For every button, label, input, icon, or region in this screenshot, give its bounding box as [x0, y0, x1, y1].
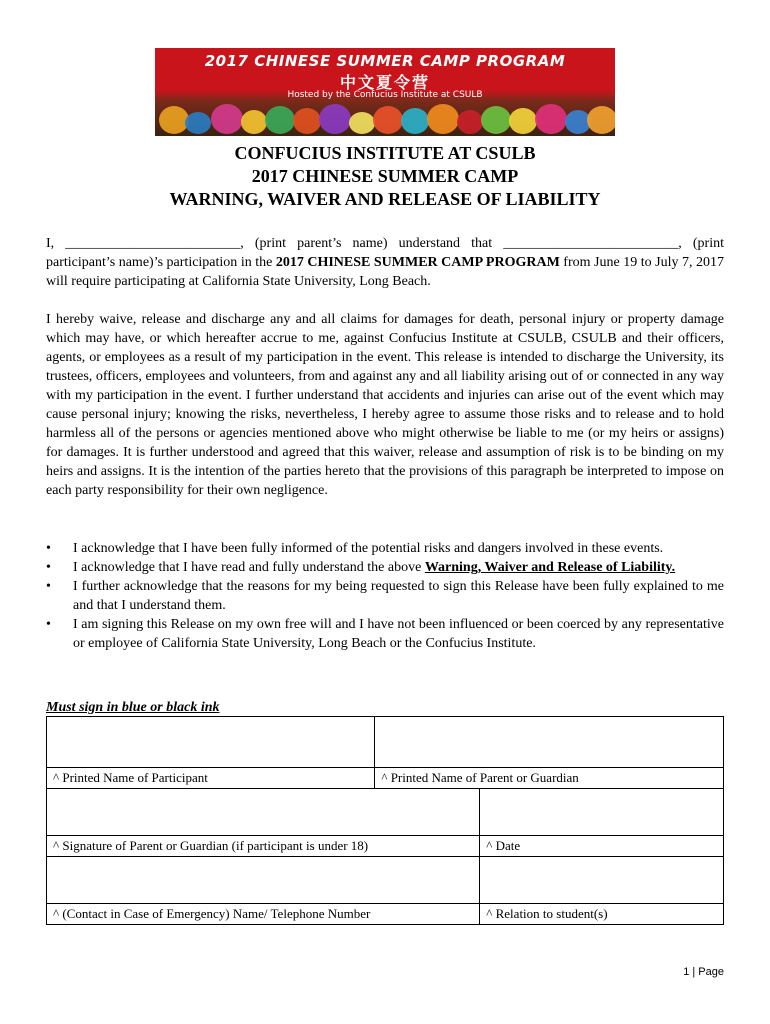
banner-hosted-text: Hosted by the Confucius Institute at CSULB — [287, 90, 483, 100]
date-label: ^ Date — [480, 836, 724, 857]
signature-label: ^ Signature of Parent or Guardian (if participant is under 18) — [47, 836, 480, 857]
title-line-1: CONFUCIUS INSTITUTE AT CSULB — [234, 143, 536, 163]
signature-table — [46, 716, 724, 925]
participant-name-label: ^ Printed Name of Participant — [47, 768, 375, 789]
signature-field[interactable] — [47, 789, 480, 836]
intro-paragraph: I, _________________________, (print parent’s name) understand that _________________________, (print participant’s name)’s participation in the 2017 CHINESE SUMMER CAMP PROGRAM from June 19 to July 7, 2017 will require participating at California State University, Long Beach. — [46, 236, 725, 289]
guardian-name-field[interactable] — [375, 717, 724, 768]
list-item: • I further acknowledge that the reasons for my being requested to sign this Release have been fully explained to me and that I understand them. — [46, 579, 724, 613]
must-sign-instruction: Must sign in blue or black ink — [46, 700, 220, 715]
lanterns-decoration — [155, 100, 615, 136]
banner-heading: 2017 CHINESE SUMMER CAMP PROGRAM — [204, 52, 566, 70]
participant-name-field[interactable] — [47, 717, 375, 768]
waiver-paragraph: I hereby waive, release and discharge any and all claims for damages for death, personal injury or property damage which may have, or which hereafter accrue to me, against Confucius Institute at CSULB, CSULB and their officers, agents, or employees as a result of my participation in the event. This release is intended to discharge the University, its trustees, officers, employees and volunteers, from and against any and all liability arising out of or connected in any way with my participation in the event. I further understand that accidents and injuries can arise out of the event which may cause personal injury; knowing the risks, nevertheless, I hereby agree to assume those risks and to release and to hold harmless all of the persons or agencies mentioned above who might otherwise be liable to me (or my heirs or assigns) for damages. It is further understood and agreed that this waiver, release and assumption of risk is to be binding on my heirs and assigns. It is the intention of the parties hereto that the provisions of this paragraph be interpreted to impose on each party responsibility for their own negligence. — [46, 312, 724, 498]
emergency-contact-label: ^ (Contact in Case of Emergency) Name/ Telephone Number — [47, 904, 480, 925]
emergency-contact-field[interactable] — [47, 857, 480, 904]
banner-chinese-title: 中文夏令营 — [339, 73, 430, 92]
list-item: • I acknowledge that I have read and fully understand the above Warning, Waiver and Release of Liability. — [46, 560, 676, 575]
guardian-name-label: ^ Printed Name of Parent or Guardian — [375, 768, 724, 789]
relation-label: ^ Relation to student(s) — [480, 904, 724, 925]
relation-field[interactable] — [480, 857, 724, 904]
header-banner-image — [155, 48, 615, 136]
page-number: 1 | Page — [683, 966, 724, 978]
waiver-title-reference: Warning, Waiver and Release of Liability. — [424, 560, 676, 575]
acknowledgment-list — [46, 539, 724, 653]
date-field[interactable] — [480, 789, 724, 836]
list-item: • I acknowledge that I have been fully informed of the potential risks and dangers involved in these events. — [46, 541, 664, 556]
list-item: • I am signing this Release on my own free will and I have not been influenced or been coerced by any representative or employee of California State University, Long Beach or the Confucius Institute. — [46, 617, 724, 651]
title-line-3: WARNING, WAIVER AND RELEASE OF LIABILITY — [169, 189, 601, 209]
program-name: 2017 CHINESE SUMMER CAMP PROGRAM — [275, 255, 560, 270]
title-line-2: 2017 CHINESE SUMMER CAMP — [251, 166, 519, 186]
